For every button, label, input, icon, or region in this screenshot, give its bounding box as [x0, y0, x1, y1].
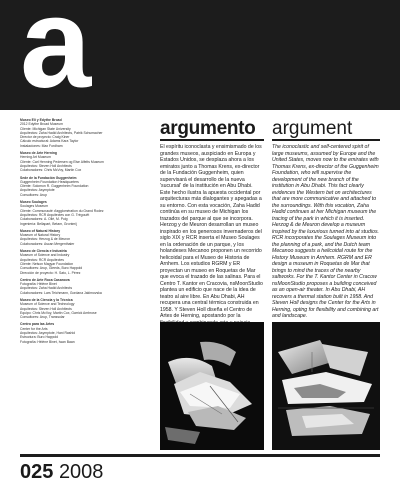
credit-line: 2012 Edythe Broad Museum: [20, 122, 63, 127]
issue-year: 2008: [58, 461, 104, 483]
credit-line: Director de proyecto: Craig Kiner: [20, 135, 70, 140]
credit-line: Guggenheim Foundation Headquarters: [20, 179, 79, 184]
credit-line: Cálculo estructural: Adams Kara Taylor: [20, 139, 79, 144]
credit-block: [20, 249, 152, 275]
credit-block: [20, 298, 152, 319]
sculptural-model-image: [160, 322, 264, 450]
credit-line: Estructura: Buro Happold: [20, 335, 59, 340]
credit-line: Soulages Museum: [20, 204, 49, 209]
credit-block: [20, 200, 152, 226]
credit-block: [20, 322, 152, 343]
credit-line: Instalaciones: Max Fordham: [20, 143, 63, 148]
credit-line: Dirección de proyecto: H. Sato, L. Pérez: [20, 270, 81, 275]
credit-line: Arquitectos: Zaha Hadid Architects, Patrik Schumacher: [20, 130, 103, 135]
credit-block: [20, 278, 152, 295]
credit-line: Fotografía: Hélène Binet, Iwan Baan: [20, 339, 75, 344]
logo-letter: a: [20, 0, 88, 115]
english-heading-rule: [272, 139, 380, 141]
credit-line: Consultores: Arup, Transsolar: [20, 315, 65, 320]
issue-number-value: 025: [20, 461, 54, 483]
credit-line: Herning Art Museum: [20, 155, 51, 160]
spanish-body-text: El espíritu iconoclasta y ensimismado de los grandes museos, auspiciado en Europa y Estados Unidos, se desplaza ahora a los emiratos junto a Thomas Krens, ex-director de la Fundación Guggenheim, quien supervisará el desarrollo de la nueva 'sucursal' de la institución en Abu Dhabi. Este hecho ilustra la apuesta occidental por arquitecturas más dialogantes y apegadas a su entorno. Con esta vocación, Zaha Hadid continúa en su museo de Michigan los trazados del parque al que se incorpora. Herzog y de Meuron desarrollan un museo inspirado en los generosos invernaderos del siglo XIX y RCR inserta el Museo Soulages en la ordenación de un parque, y los holandeses Mecanoo proponen un recorrido helicoidal para el Museo de Historia de Arnhem. Los estudios RGRM y ER proyectan un museo en Roquetas de Mar que evoca el trazado de las salinas. Para el Centro T. Kantor en Cracovia, nsMoonStudio plantea un edificio que nace de la idea de teatro al aire libre. En Abu Dhabi, AH recupera una central térmica construida en 1958. Y Steven Holl diseña el Centro de Artes de Herning, apostando por la: [160, 144, 263, 319]
credit-line: Museum of Natural History: [20, 233, 61, 238]
credit-line: Colaboradores: Lars Teichmann, Gordana Jakimovska: [20, 290, 102, 295]
credit-title: Museo de Ciencia e Industria: [20, 249, 67, 254]
credit-block: [20, 176, 152, 197]
credit-line: Arquitectos: Asymptote, Hani Rashid: [20, 331, 76, 336]
credit-line: Cliente: Michigan State University: [20, 126, 71, 131]
credit-title: Museo de Arte Herning: [20, 151, 57, 156]
spanish-heading: argumento: [160, 118, 256, 139]
credit-line: Ingeniería: Bellapart, Betam, Grontmij: [20, 221, 77, 226]
footer-rule: [20, 454, 380, 457]
credit-line: Colaboradores: Ascan Mergenthaler: [20, 241, 75, 246]
credit-line: Fotografía: Hélène Binet: [20, 282, 57, 287]
pavilion-model-image: [272, 322, 380, 450]
credit-title: Sede de la Fundación Guggenheim: [20, 175, 77, 180]
credit-line: Museum of Science and Technology: [20, 302, 75, 307]
english-body-text: The iconoclastic and self-centered spirit of large museums, assumed by Europe and the United States, moves now to the emirates with Thomas Krens, ex-director of the Guggenheim Foundation, who will supervise the development of the new branch of the institution in Abu Dhabi. This fact clearly evidences the Western bet on architectures that are more communicative and attached to the surroundings. With this vocation, Zaha Hadid continues at her Michigan museum the tracing of the park in which it is inserted. Herzog & de Meuron develop a museum inspired by the luxurious turned into at studios. RCR incorporates the Soulages Museum into the planning of a park, and the Dutch team Mecanoo suggests a helicoidal route for the History Museum in Arnhem. RGRM and ER design a museum in Roquetas de Mar that brings to mind the traces of the nearby saltworks. For the T. Kantor Center in Cracow nsMoonStudio proposes a building conceived as an open-air theater. In Abu Dhabi, AH recovers a thermal station built in 1958. And Steven Holl designs the Center for the Arts in Herning, opting for flexibility and combining art and landscape.: [272, 144, 379, 319]
credit-line: Equipo: Chris McVoy, Martin Cox, Garrick Ambrose: [20, 310, 97, 315]
credit-line: Consultores: Arup: [20, 192, 47, 197]
credit-block: [20, 151, 152, 172]
credit-line: Arquitectos: RCR Arquitectes con G. Trégouët: [20, 212, 90, 217]
credit-line: Arquitectos: Steven Holl Architects: [20, 306, 72, 311]
credit-line: Arquitectos: Asymptote: [20, 188, 55, 193]
issue-number: [20, 462, 103, 482]
credit-title: Centro para las Artes: [20, 322, 55, 327]
masthead-logo-block: [0, 0, 400, 115]
credit-block: [20, 229, 152, 246]
credit-title: Museo of Natural History: [20, 228, 61, 233]
english-heading: argument: [272, 118, 353, 139]
spanish-heading-rule: [160, 139, 264, 141]
credits-column: [20, 118, 152, 445]
credit-line: Cliente: Communauté d'agglomération du Grand Rodez: [20, 208, 104, 213]
credit-title: Centro de Arte Roca Casanova: [20, 277, 70, 282]
credit-line: Arquitectos: Zaha Hadid Architects: [20, 286, 73, 291]
credit-line: Center for the Arts: [20, 326, 48, 331]
credit-line: Colaboradores: Chris McVoy, Martin Cox: [20, 168, 82, 173]
credit-title: Museo de la Ciencia y la Técnica: [20, 297, 73, 302]
credit-line: Consultores: Arup, Gleeds, Buro Happold: [20, 266, 83, 271]
credit-title: Museo Soulages: [20, 200, 47, 205]
credit-line: Cliente: Carl Henning Pedersen og Else Alfelts Museum: [20, 159, 104, 164]
credit-title: Museo Eli y Edythe Broad: [20, 118, 62, 122]
credit-line: Arquitectos: Steven Holl Architects: [20, 163, 72, 168]
credit-line: Museum of Science and Industry: [20, 253, 70, 258]
credit-line: Arquitectos: RCR Arquitectes: [20, 257, 64, 262]
credit-block: [20, 118, 152, 148]
credit-line: Cliente: Solomon R. Guggenheim Foundation: [20, 184, 89, 189]
credit-line: Arquitectos: Herzog & de Meuron: [20, 237, 71, 242]
museum-model-photo-right: [272, 322, 380, 450]
credit-line: Colaboradores: A. Ollé, M. Puig: [20, 217, 68, 222]
museum-model-photo-left: [160, 322, 264, 450]
credit-line: Cliente: Nelson Magyar Foundation: [20, 261, 74, 266]
